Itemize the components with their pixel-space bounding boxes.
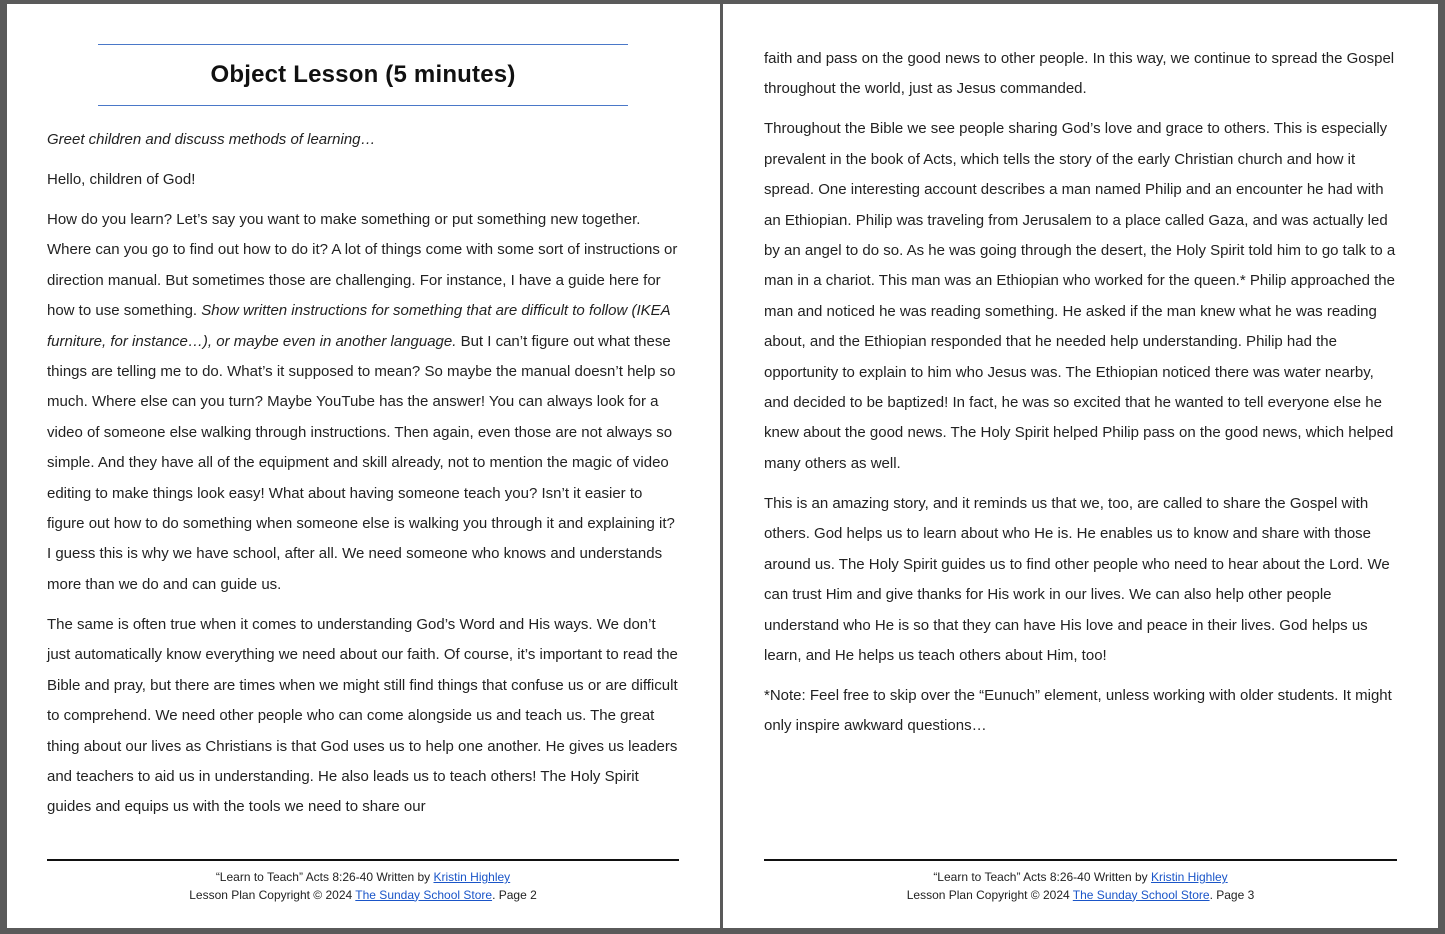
author-link[interactable]: Kristin Highley — [433, 870, 511, 884]
page-footer — [47, 859, 679, 904]
section-title: Object Lesson (5 minutes) — [210, 61, 516, 88]
intro-instruction: Greet children and discuss methods of learning… — [47, 131, 376, 148]
paragraph-text: How do you learn? Let’s say you want to make something or put something new together. Where can you go to find out how to do it? A lot of things come with some sort of instructions or direction manual. But sometimes those are challenging. For instance, I have a guide here for how to use something. — [47, 211, 678, 320]
footer-copyright: Lesson Plan Copyright © 2024 — [189, 887, 356, 902]
footer-line-1 — [47, 869, 679, 887]
paragraph-reflection: This is an amazing story, and it reminds us that we, too, are called to share the Gospel with others. God helps us to learn about who He is. He enables us to know and share with those around us. The Holy Spirit guides us to find other people who need to hear about the Lord. We can trust Him and give thanks for His work in our lives. We can also help other people understand who He is so that they can have His love and peace in their lives. God helps us learn, and He helps us teach others about Him, too! — [764, 494, 1390, 664]
greeting: Hello, children of God! — [47, 171, 196, 188]
paragraph-gods-word: The same is often true when it comes to understanding God’s Word and His ways. We don’t just automatically know everything we need about our faith. Of course, it’s important to read the Bible and pray, but there are times when we might still find things that confuse us or are difficult to comprehend. We need other people who can come alongside us and teach us. The great thing about our lives as Christians is that God uses us to help one another. He gives us leaders and teachers to aid us in understanding. He also leads us to teach others! The Holy Spirit guides and equips us with the tools we need to share our — [47, 615, 678, 816]
store-link[interactable]: The Sunday School Store — [355, 887, 493, 902]
store-link[interactable]: The Sunday School Store — [1072, 887, 1210, 902]
page-2 — [7, 4, 720, 928]
paragraph-learning — [47, 205, 679, 600]
page-3 — [723, 4, 1438, 928]
paragraph-continuation: faith and pass on the good news to other people. In this way, we continue to spread the Gospel throughout the world, just as Jesus commanded. — [764, 50, 1395, 98]
paragraph-philip-story: Throughout the Bible we see people sharing God’s love and grace to others. This is especially prevalent in the book of Acts, which tells the story of the early Christian church and how it spread. One interesting account describes a man named Philip and an encounter he had with an Ethiopian. Philip was traveling from Jerusalem to a place called Gaza, and was actually led by an angel to do so. As he was going through the desert, the Holy Spirit told him to go talk to a man in a chariot. This man was an Ethiopian who worked for the queen.* Philip approached the man and noticed he was reading something. He asked if the man knew what he was reading about, and the Ethiopian responded that he needed help understanding. Philip had the opportunity to explain to him who Jesus was. The Ethiopian noticed there was water nearby, and decided to be baptized! In fact, he was so excited that he wanted to tell everyone else he knew about the good news. The Holy Spirit helped Philip pass on the good news, which helped many others as well. — [764, 120, 1396, 472]
footer-copyright: Lesson Plan Copyright © 2024 — [906, 887, 1073, 902]
instruction-italic: Show written instructions for something that are difficult to follow (IKEA furniture, for instance…), or maybe even in another language. — [47, 302, 671, 350]
footer-lesson-info: “Learn to Teach” Acts 8:26-40 Written by — [215, 870, 434, 884]
page-3-body — [764, 44, 1397, 751]
footnote: *Note: Feel free to skip over the “Eunuch” element, unless working with older students. It might only inspire awkward questions… — [764, 686, 1392, 735]
footer-line-2 — [764, 887, 1397, 905]
footer-lesson-info: “Learn to Teach” Acts 8:26-40 Written by — [933, 870, 1151, 884]
footer-line-1 — [764, 869, 1397, 887]
author-link[interactable]: Kristin Highley — [1150, 870, 1228, 884]
page-number: . Page 2 — [492, 887, 537, 902]
footer-line-2 — [47, 887, 679, 905]
paragraph-text: But I can’t figure out what these things are telling me to do. What’s it supposed to mean? So maybe the manual doesn’t help so much. Where else can you turn? Maybe YouTube has the answer! You can always look for a video of someone else walking through instructions. Then again, even those are not always so simple. And they have all of the equipment and skill already, not to mention the magic of video editing to make things look easy! What about having someone teach you? Isn’t it easier to figure out how to do something when someone else is walking you through it and explaining it? I guess this is why we have school, after all. We need someone who knows and understands more than we do and can guide us. — [47, 332, 676, 593]
page-2-body — [47, 125, 679, 832]
page-number: . Page 3 — [1209, 887, 1255, 902]
page-footer — [764, 859, 1397, 904]
section-title-box — [98, 44, 628, 106]
